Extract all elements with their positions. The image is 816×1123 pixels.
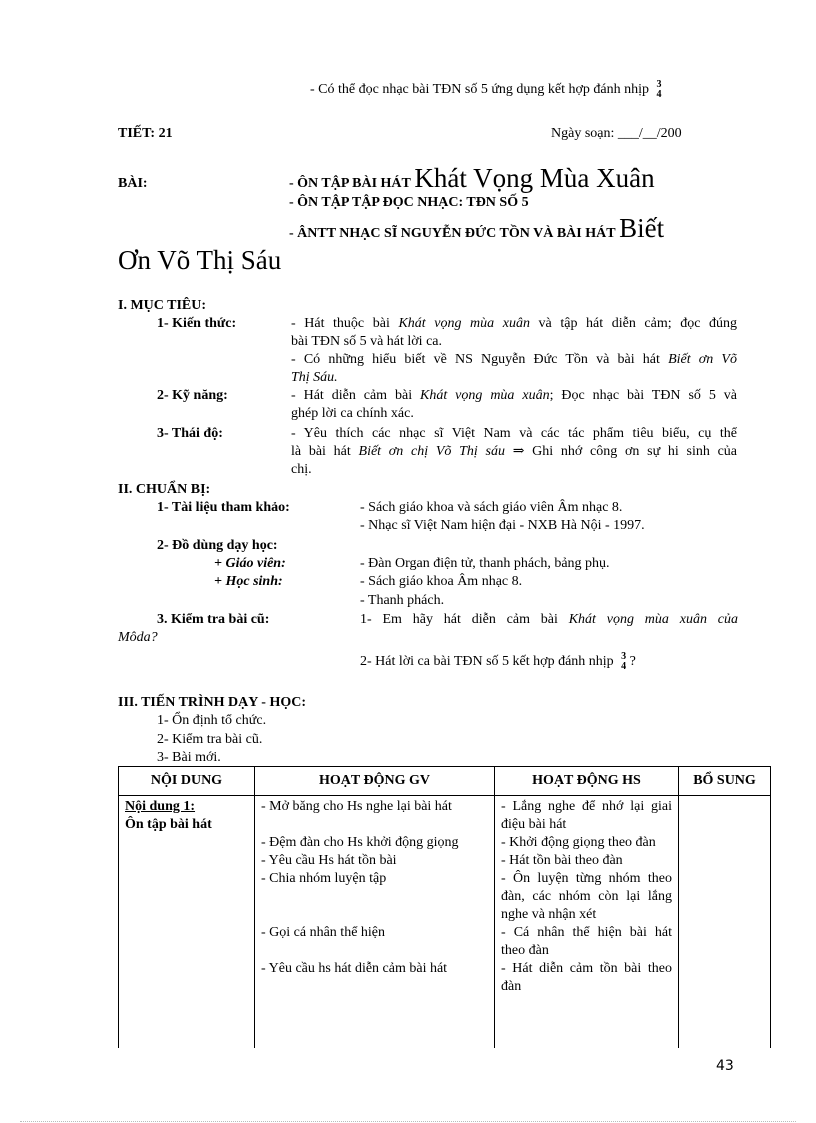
song-title: Khát Vọng Mùa Xuân <box>414 163 655 193</box>
page-number: 43 <box>716 1058 734 1074</box>
time-signature: 3 4 <box>656 79 662 100</box>
giao-vien-label: + Giáo viên: <box>214 556 286 571</box>
ky-nang-text: - Hát diễn cảm bài Khát vọng mùa xuân; Đọc nhạc bài TĐN số 5 và ghép lời ca chính xác. <box>291 388 737 421</box>
thai-do-text: - Yêu thích các nhạc sĩ Việt Nam và các tác phẩm tiêu biểu, cụ thể là bài hát Biết ơn chị Võ Thị sáu ⇒ Ghi nhớ công ơn sự hi sinh của chị. <box>291 426 738 477</box>
step-3: 3- Bài mới. <box>157 750 221 765</box>
hoc-sinh-value-2: - Thanh phách. <box>360 593 445 608</box>
tiet-label: TIẾT: 21 <box>118 126 173 141</box>
step-1: 1- Ổn định tổ chức. <box>157 713 267 728</box>
step-2: 2- Kiểm tra bài cũ. <box>157 732 263 747</box>
lesson-plan-table <box>118 766 771 1048</box>
kiem-tra-q1: 1- Em hãy hát diễn cảm bài Khát vọng mùa xuân của <box>360 612 738 627</box>
kiem-tra-q2: 2- Hát lời ca bài TĐN số 5 kết hợp đánh nhịp 3 4 ? <box>360 651 636 672</box>
ky-nang-label: 2- Kỹ năng: <box>157 388 228 403</box>
lesson-line-3: - ÂNTT NHẠC SĨ NGUYỄN ĐỨC TỒN VÀ BÀI HÁT Biết <box>289 213 665 243</box>
tai-lieu-label: 1- Tài liệu tham khảo: <box>157 500 290 515</box>
section-1-title: I. MỤC TIÊU: <box>118 298 207 313</box>
tai-lieu-2: - Nhạc sĩ Việt Nam hiện đại - NXB Hà Nội - 1997. <box>360 518 645 533</box>
lesson-line-3-cont: Ơn Võ Thị Sáu <box>118 245 282 275</box>
noi-dung-cell: Nội dung 1: Ôn tập bài hát <box>119 796 255 1049</box>
table-row <box>119 796 771 1049</box>
top-note: - Có thể đọc nhạc bài TĐN số 5 ứng dụng kết hợp đánh nhịp 3 4 <box>310 79 662 100</box>
do-dung-label: 2- Đồ dùng dạy học: <box>157 538 278 553</box>
header-noi-dung: NỘI DUNG <box>119 767 255 796</box>
tai-lieu-1: - Sách giáo khoa và sách giáo viên Âm nhạc 8. <box>360 500 623 515</box>
tiet-value: 21 <box>158 126 173 141</box>
bo-sung-cell <box>679 796 771 1049</box>
kiem-tra-label: 3. Kiểm tra bài cũ: <box>157 612 270 627</box>
section-2-title: II. CHUẨN BỊ: <box>118 482 211 497</box>
table-header-row <box>119 767 771 796</box>
hoc-sinh-value-1: - Sách giáo khoa Âm nhạc 8. <box>360 574 523 589</box>
footer-divider <box>20 1121 796 1122</box>
kien-thuc-text: - Hát thuộc bài Khát vọng mùa xuân và tập hát diễn cảm; đọc đúng bài TĐN số 5 và hát lời ca. - Có những hiểu biết về NS Nguyễn Đức Tồn và bài hát Biết ơn Võ Thị Sáu. <box>291 316 738 385</box>
header-hoat-dong-hs: HOẠT ĐỘNG HS <box>495 767 679 796</box>
lesson-line-1: - ÔN TẬP BÀI HÁT Khát Vọng Mùa Xuân <box>289 163 655 193</box>
header-hoat-dong-gv: HOẠT ĐỘNG GV <box>255 767 495 796</box>
section-3-title: III. TIẾN TRÌNH DẠY - HỌC: <box>118 695 306 710</box>
lesson-line-2: - ÔN TẬP TẬP ĐỌC NHẠC: TĐN SỐ 5 <box>289 195 529 210</box>
gv-cell: - Mở băng cho Hs nghe lại bài hát - Đệm đàn cho Hs khởi động giọng - Yêu cầu Hs hát tồn bài - Chia nhóm luyện tập - Gọi cá nhân thể hiện - Yêu cầu hs hát diễn cảm bài hát <box>255 796 495 1049</box>
header-bo-sung: BỔ SUNG <box>679 767 771 796</box>
kien-thuc-label: 1- Kiến thức: <box>157 316 237 331</box>
hoc-sinh-label: + Học sinh: <box>214 574 283 589</box>
date-line: Ngày soạn: ___/__/200 <box>551 126 682 141</box>
time-signature-2: 3 4 <box>621 651 627 672</box>
hs-cell: - Lắng nghe để nhớ lại giai điệu bài hát - Khởi động giọng theo đàn - Hát tồn bài theo đàn - Ôn luyện từng nhóm theo đàn, các nhóm còn lại lắng nghe và nhận xét - Cá nhân thể hiện bài hát theo đàn - Hát diễn cảm tồn bài theo đàn <box>495 796 679 1049</box>
giao-vien-value: - Đàn Organ điện tử, thanh phách, bảng phụ. <box>360 556 610 571</box>
thai-do-label: 3- Thái độ: <box>157 426 223 441</box>
kiem-tra-q1-cont: Môda? <box>118 630 158 645</box>
lesson-label: BÀI: <box>118 176 148 191</box>
